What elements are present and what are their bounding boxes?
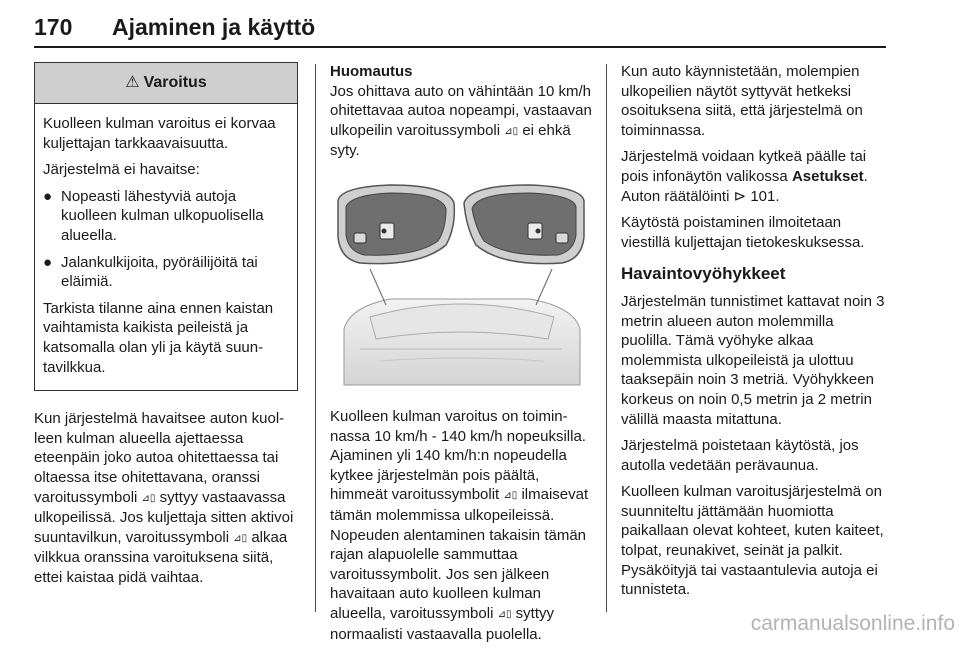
body-paragraph: Käytöstä poistaminen ilmoitetaan viestillä kuljettajan tietokeskuksessa. (621, 214, 865, 251)
page-title: Ajaminen ja käyttö (112, 14, 316, 40)
warning-bullet (43, 253, 289, 292)
note-title: Huomautus (330, 63, 413, 80)
bullet-icon: ● (43, 253, 53, 271)
warning-triangle-icon: ⚠ (125, 74, 140, 92)
text-span: . (863, 167, 868, 185)
body-paragraph: Kuolleen kulman varoitusjärjestelmä on suunniteltu jättämään huomiotta paikallaan olevat kohteet, kuten kaiteet, tolpat, reunakivet, seinät ja palkit. Pysäköityjä tai vastaantulevia autoja ei tunnisteta. (621, 483, 884, 599)
text-span: Järjestelmä voidaan kytkeä päälle tai pois infonäytön valikossa (621, 148, 867, 185)
warning-text: Järjestelmä ei havaitse: (43, 161, 200, 179)
section-heading: Havaintovyöhykkeet (621, 264, 786, 284)
warning-text: Tarkista tilanne aina ennen kaistan vaihtamista kaikista peileistä ja katsomalla olan yli ja käytä suuntavilkkua. (43, 299, 274, 376)
body-paragraph (621, 147, 887, 206)
text-span: ei ehkä syty. (330, 121, 571, 160)
page-number: 170 (34, 14, 73, 40)
warning-text: Kuolleen kulman varoitus ei korvaa kuljettajan tarkkaavaisuutta. (43, 115, 276, 152)
header-rule (34, 46, 886, 48)
page-reference: 101. (750, 187, 780, 205)
menu-name: Asetukset (791, 167, 864, 185)
text-span: Jos ohittava auto on vähintään 10 km/h ohitettavaa autoa nopeampi, vastaavan ulkopeilin varoitussymboli (330, 82, 592, 139)
column-divider (315, 64, 316, 612)
bullet-icon: ● (43, 187, 53, 205)
warning-body (35, 104, 297, 390)
watermark: carmanualsonline.info (750, 612, 955, 635)
body-paragraph (34, 409, 298, 587)
column-divider (606, 64, 607, 612)
column-3 (621, 62, 887, 607)
arrow-reference-icon: ⊳ (733, 187, 747, 205)
text-span: Auton räätälöinti (621, 187, 730, 205)
bullet-text: Nopeasti lähestyviä autoja kuolleen kulman ulkopuolisella alueella. (61, 187, 264, 244)
text-span: ilmaisevat tämän molemmissa ulkopeileissä. Nopeuden alentaminen takaisin tämän rajan alapuolelle sammuttaa varoitussymbolit. Jos sen jälkeen havaitaan auto kuolleen kulman alueella, varoitussymboli (330, 486, 589, 622)
column-1 (34, 62, 298, 594)
page-header (34, 8, 886, 48)
text-span: syttyy vastaavassa ulkopeilissä. Jos kuljettaja sitten aktivoi suuntavilkun, varoitussymboli (34, 488, 294, 546)
mirror-illustration (330, 179, 592, 389)
right-mirror (464, 185, 584, 264)
bullet-text: Jalankulkijoita, pyöräilijöitä tai eläimiä. (61, 253, 258, 291)
note-text (330, 82, 592, 161)
blind-spot-symbol-icon: ⊿▯ (504, 125, 519, 137)
column-2 (330, 62, 592, 651)
text-span: syttyy normaalisti vastaavalla puolella. (330, 604, 554, 643)
blind-spot-symbol-icon: ⊿▯ (503, 490, 518, 502)
blind-spot-symbol-icon: ⊿▯ (233, 532, 248, 544)
warning-header (35, 63, 297, 104)
text-span: Kun järjestelmä havaitsee auton kuolleen kulman alueella ajettaessa eteenpäin joko autoa ohitettaessa tai oltaessa itse ohitettavana, oranssi varoitussymboli (34, 410, 285, 506)
warning-box (34, 62, 298, 391)
text-span: Kuolleen kulman varoitus on toiminnassa 10 km/h - 140 km/h nopeuksilla. Ajaminen yli 140 km/h:n nopeudella kytkee järjestelmän pois päältä, himmeät varoitussymbolit (330, 407, 586, 504)
mirror-car-drawing (330, 179, 592, 389)
body-paragraph: Järjestelmä poistetaan käytöstä, jos autolla vedetään perävaunua. (621, 437, 859, 474)
blind-spot-symbol-icon: ⊿▯ (141, 492, 156, 504)
text-span: alkaa vilkkua oranssina varoituksena siitä, ettei kaistaa pidä vaihtaa. (34, 528, 288, 586)
body-paragraph (330, 407, 592, 644)
warning-bullet (43, 187, 289, 246)
body-paragraph: Kun auto käynnistetään, molempien ulkopeilien näytöt syttyvät hetkeksi osoituksena siitä, että järjestelmä on toiminnassa. (621, 63, 863, 139)
body-paragraph: Järjestelmän tunnistimet kattavat noin 3 metrin alueen auton molemmilla puolilla. Tämä vyöhyke alkaa molemmista ulkopeileistä ja ulottuu taaksepäin noin 3 metriä. Vyöhykkeen korkeus on noin 0,5 metrin ja 2 metrin välillä maasta mitattuna. (621, 292, 885, 428)
left-mirror (338, 185, 454, 264)
warning-heading: Varoitus (143, 74, 207, 92)
blind-spot-symbol-icon: ⊿▯ (497, 608, 512, 620)
